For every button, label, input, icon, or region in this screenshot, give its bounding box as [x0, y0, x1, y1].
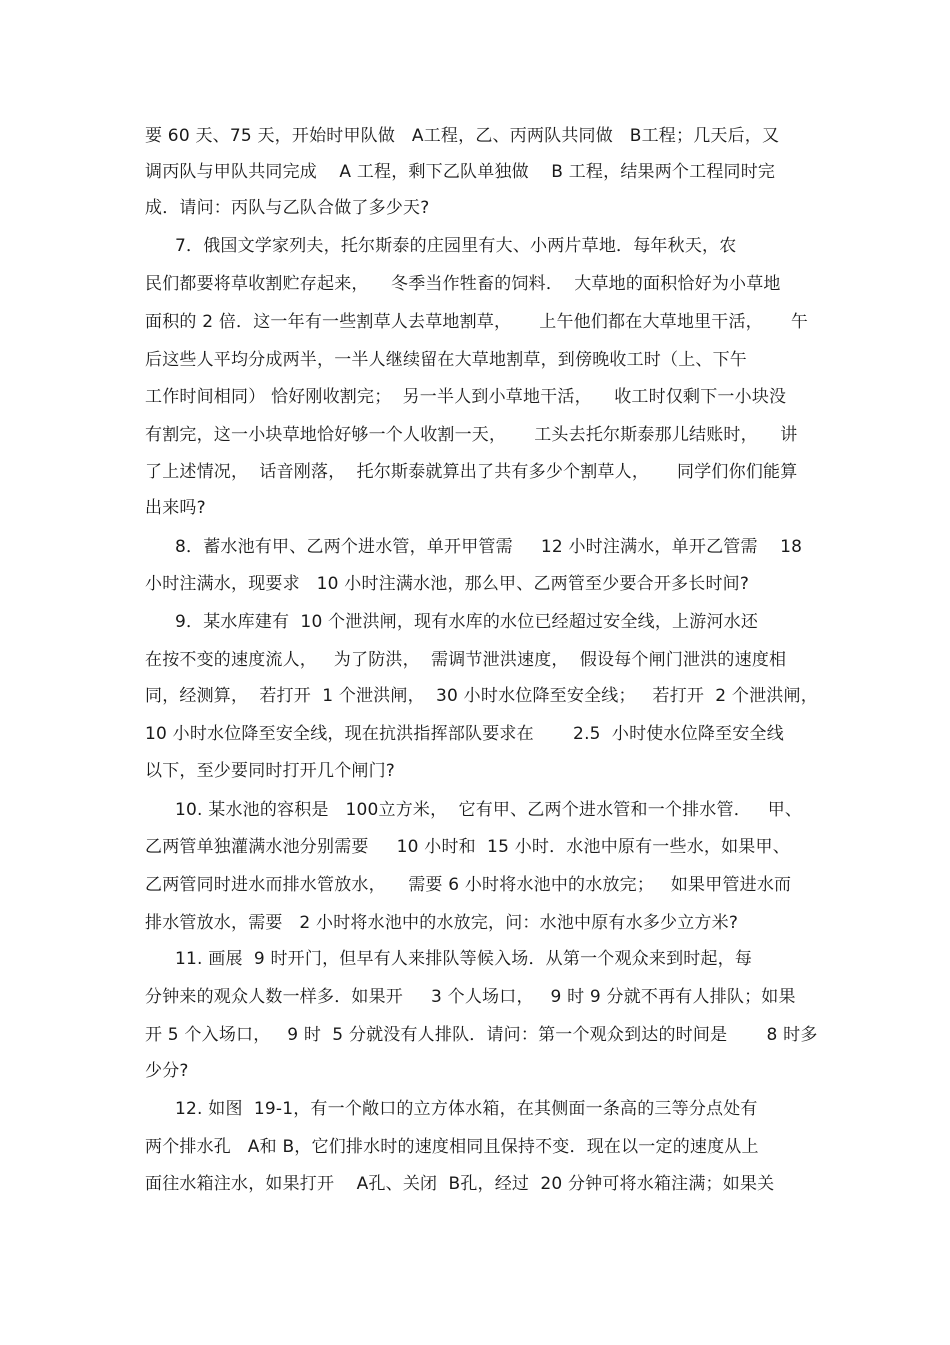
text-line: 工作时间相同） 恰好刚收割完； 另一半人到小草地干活， 收工时仅剩下一小块没: [145, 387, 787, 407]
text-line: 以下，至少要同时打开几个闸门?: [145, 761, 396, 781]
text-line: 调丙队与甲队共同完成 A 工程，剩下乙队单独做 B 工程，结果两个工程同时完: [145, 162, 776, 182]
problem-11-start: 11. 画展 9 时开门，但早有人来排队等候入场．从第一个观众来到时起，每: [175, 949, 753, 969]
text-line: 分钟来的观众人数一样多．如果开 3 个人场口， 9 时 9 分就不再有人排队；如果: [145, 987, 796, 1007]
text-line: 两个排水孔 A和 B，它们排水时的速度相同且保持不变．现在以一定的速度从上: [145, 1137, 759, 1157]
text-line: 成．请问：丙队与乙队合做了多少天?: [145, 198, 430, 218]
problem-12-start: 12. 如图 19-1，有一个敞口的立方体水箱，在其侧面一条高的三等分点处有: [175, 1099, 758, 1119]
text-line: 后这些人平均分成两半，一半人继续留在大草地割草，到傍晚收工时（上、下午: [145, 350, 747, 370]
text-line: 乙两管单独灌满水池分别需要 10 小时和 15 小时．水池中原有一些水，如果甲、: [145, 837, 790, 857]
text-line: 面往水箱注水，如果打开 A孔、关闭 B孔，经过 20 分钟可将水箱注满；如果关: [145, 1174, 775, 1194]
text-line: 小时注满水，现要求 10 小时注满水池，那么甲、乙两管至少要合开多长时间?: [145, 574, 750, 594]
text-line: 面积的 2 倍．这一年有一些割草人去草地割草， 上午他们都在大草地里干活， 午: [145, 312, 809, 332]
text-line: 10 小时水位降至安全线，现在抗洪指挥部队要求在 2.5 小时使水位降至安全线: [145, 724, 784, 744]
text-line: 少分?: [145, 1061, 189, 1081]
text-line: 乙两管同时进水而排水管放水， 需要 6 小时将水池中的水放完； 如果甲管进水而: [145, 875, 792, 895]
text-line: 有割完，这一小块草地恰好够一个人收割一天， 工头去托尔斯泰那儿结账时， 讲: [145, 425, 798, 445]
problem-10-start: 10. 某水池的容积是 100立方米， 它有甲、乙两个进水管和一个排水管． 甲、: [175, 800, 803, 820]
problem-8-start: 8．蓄水池有甲、乙两个进水管，单开甲管需 12 小时注满水，单开乙管需 18: [175, 537, 803, 557]
text-line: 出来吗?: [145, 498, 206, 518]
text-line: 民们都要将草收割贮存起来， 冬季当作牲畜的饲料． 大草地的面积恰好为小草地: [145, 274, 781, 294]
text-line: 了上述情况， 话音刚落， 托尔斯泰就算出了共有多少个割草人， 同学们你们能算: [145, 462, 798, 482]
text-line: 排水管放水，需要 2 小时将水池中的水放完，问：水池中原有水多少立方米?: [145, 913, 739, 933]
problem-9-start: 9．某水库建有 10 个泄洪闸，现有水库的水位已经超过安全线，上游河水还: [175, 612, 759, 632]
problem-7-start: 7．俄国文学家列夫，托尔斯泰的庄园里有大、小两片草地．每年秋天，农: [175, 236, 737, 256]
text-line: 同，经测算， 若打开 1 个泄洪闸， 30 小时水位降至安全线； 若打开 2 个泄洪闸，: [145, 686, 818, 706]
text-line: 开 5 个入场口， 9 时 5 分就没有人排队．请问：第一个观众到达的时间是 8 时多: [145, 1025, 818, 1045]
text-line: 在按不变的速度流人， 为了防洪， 需调节泄洪速度， 假设每个闸门泄洪的速度相: [145, 650, 787, 670]
text-line: 要 60 天、75 天，开始时甲队做 A工程，乙、丙两队共同做 B工程；几天后，又: [145, 126, 780, 146]
